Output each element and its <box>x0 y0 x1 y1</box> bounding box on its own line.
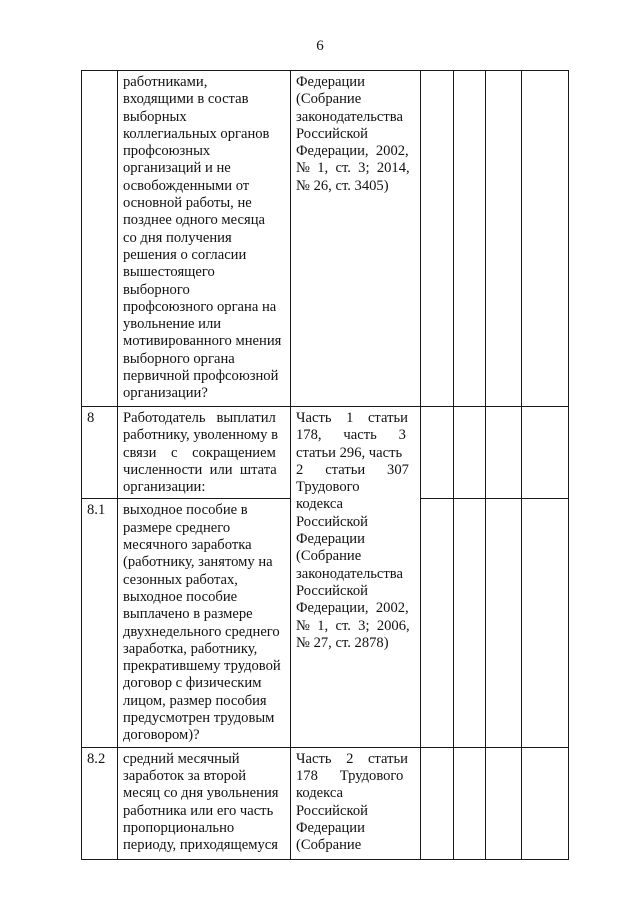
question-line: выборного органа <box>123 350 235 367</box>
answer-na-cell[interactable] <box>486 71 522 407</box>
question-line: размере среднего <box>123 519 231 536</box>
table-row <box>82 407 569 499</box>
question-line: входящими в состав <box>123 91 249 108</box>
reference-line: Федерации <box>296 531 365 548</box>
reference-line: № 26, ст. 3405) <box>296 177 389 194</box>
reference-line: законодательства <box>296 565 403 582</box>
reference-line: Российской <box>296 582 368 599</box>
question-line: договор с физическим <box>123 675 262 692</box>
question-line: организации: <box>123 479 206 496</box>
question-line: выходное пособие в <box>123 502 248 519</box>
question-line: лицом, размер пособия <box>123 692 267 709</box>
reference-line: Российской <box>296 513 368 530</box>
question-line: выборного <box>123 281 190 298</box>
reference-line: Федерации <box>296 74 365 90</box>
question-line: двухнедельного среднего <box>123 623 280 640</box>
question-cell <box>118 747 291 859</box>
question-line: (работнику, занятому на <box>123 554 273 571</box>
question-line: Работодатель выплатил <box>123 410 276 426</box>
answer-no-cell[interactable] <box>454 407 486 499</box>
question-line: численности или штата <box>123 461 277 478</box>
row-number-cell <box>82 71 118 407</box>
question-line: увольнение или <box>123 316 222 333</box>
question-line: заработок за второй <box>123 767 247 784</box>
notes-cell[interactable] <box>522 407 569 499</box>
notes-cell[interactable] <box>522 747 569 859</box>
reference-cell <box>291 71 421 407</box>
question-line: позднее одного месяца <box>123 212 265 229</box>
question-line: вышестоящего <box>123 264 215 281</box>
answer-yes-cell[interactable] <box>421 71 454 407</box>
question-line: основной работы, не <box>123 195 252 212</box>
question-line: организаций и не <box>123 160 231 177</box>
reference-line: (Собрание <box>296 837 362 854</box>
reference-line: кодекса <box>296 496 343 513</box>
question-line: мотивированного мнения <box>123 333 282 350</box>
question-line: работнику, уволенному в <box>123 427 278 444</box>
question-line: периоду, приходящемуся <box>123 837 278 854</box>
reference-cell <box>291 747 421 859</box>
question-line: договором)? <box>123 727 200 744</box>
question-line: месяц со дня увольнения <box>123 785 279 802</box>
question-line: профсоюзного органа на <box>123 298 277 315</box>
question-line: со дня получения <box>123 229 232 246</box>
question-line: выходное пособие <box>123 588 238 605</box>
question-line: месячного заработка <box>123 537 252 554</box>
checklist-table <box>81 70 569 860</box>
reference-line: (Собрание <box>296 548 362 565</box>
reference-line: Часть 1 статьи <box>296 410 408 426</box>
row-number-cell: 8.1 <box>82 499 118 747</box>
notes-cell[interactable] <box>522 71 569 407</box>
question-line: выборных <box>123 108 187 125</box>
question-line: средний месячный <box>123 750 240 767</box>
table-row <box>82 71 569 407</box>
page-number: 6 <box>316 38 324 54</box>
reference-line: (Собрание <box>296 91 362 108</box>
question-cell <box>118 499 291 747</box>
answer-yes-cell[interactable] <box>421 499 454 747</box>
answer-no-cell[interactable] <box>454 71 486 407</box>
reference-line: № 27, ст. 2878) <box>296 634 389 651</box>
answer-yes-cell[interactable] <box>421 407 454 499</box>
question-line: пропорционально <box>123 819 235 836</box>
reference-line: 178 Трудового <box>296 767 404 784</box>
question-cell <box>118 407 291 499</box>
question-line: выплачено в размере <box>123 606 253 623</box>
answer-na-cell[interactable] <box>486 407 522 499</box>
question-line: работниками, <box>123 74 208 90</box>
reference-line: Федерации <box>296 819 365 836</box>
reference-line: № 1, ст. 3; 2006, <box>296 617 410 634</box>
answer-na-cell[interactable] <box>486 499 522 747</box>
question-line: прекратившему трудовой <box>123 658 281 675</box>
question-line: работника или его часть <box>123 802 274 819</box>
reference-cell <box>291 407 421 748</box>
question-cell <box>118 71 291 407</box>
question-line: коллегиальных органов <box>123 125 270 142</box>
reference-line: Федерации, 2002, <box>296 143 409 160</box>
answer-na-cell[interactable] <box>486 747 522 859</box>
question-line: освобожденными от <box>123 177 250 194</box>
reference-line: Российской <box>296 802 368 819</box>
answer-yes-cell[interactable] <box>421 747 454 859</box>
reference-line: законодательства <box>296 108 403 125</box>
reference-line: № 1, ст. 3; 2014, <box>296 160 410 177</box>
question-line: сезонных работах, <box>123 571 238 588</box>
table-row <box>82 747 569 859</box>
answer-no-cell[interactable] <box>454 499 486 747</box>
reference-line: Трудового <box>296 479 360 496</box>
reference-line: Федерации, 2002, <box>296 600 409 617</box>
row-number-cell: 8.2 <box>82 747 118 859</box>
reference-line: кодекса <box>296 785 343 802</box>
reference-line: 178, часть 3 <box>296 427 406 444</box>
reference-line: статьи 296, часть <box>296 444 403 461</box>
reference-line: Часть 2 статьи <box>296 750 408 767</box>
question-line: заработка, работнику, <box>123 640 258 657</box>
notes-cell[interactable] <box>522 499 569 747</box>
reference-line: 2 статьи 307 <box>296 461 409 478</box>
question-line: решения о согласии <box>123 246 247 263</box>
question-line: профсоюзных <box>123 143 211 160</box>
reference-line: Российской <box>296 125 368 142</box>
question-line: организации? <box>123 385 208 402</box>
question-line: предусмотрен трудовым <box>123 710 275 727</box>
answer-no-cell[interactable] <box>454 747 486 859</box>
row-number-cell: 8 <box>82 407 118 499</box>
question-line: первичной профсоюзной <box>123 368 279 385</box>
question-line: связи с сокращением <box>123 444 276 461</box>
